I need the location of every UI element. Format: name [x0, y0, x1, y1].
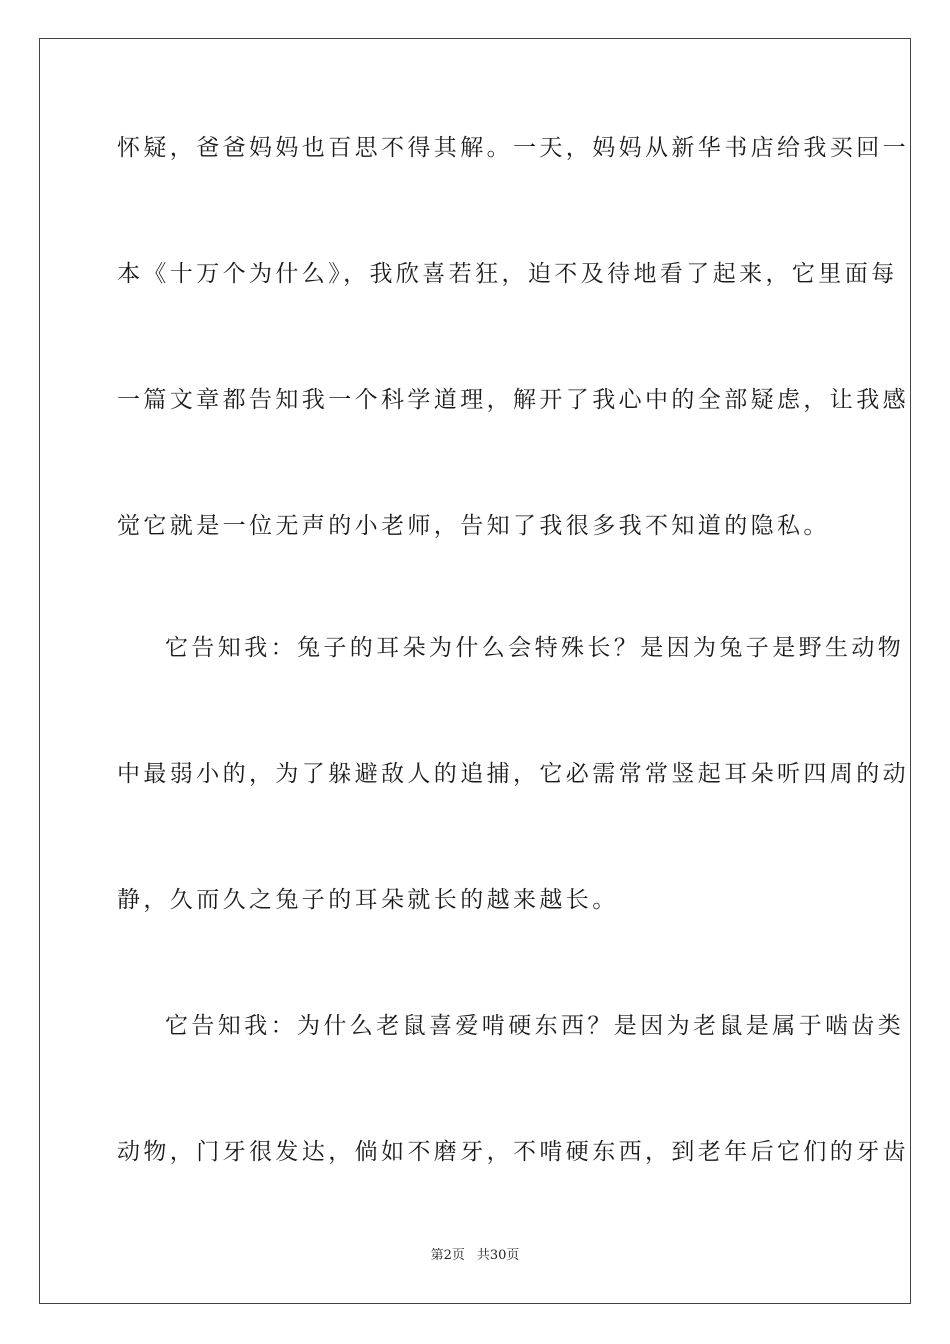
- page-footer: [0, 1247, 950, 1265]
- paragraph-line: 觉它就是一位无声的小老师，告知了我很多我不知道的隐私。: [117, 513, 830, 539]
- page-border: [39, 38, 911, 1304]
- paragraph-line: 静，久而久之兔子的耳朵就长的越来越长。: [117, 887, 619, 913]
- paragraph-first-line: 它告知我：兔子的耳朵为什么会特殊长？是因为兔子是野生动物: [165, 635, 905, 661]
- paragraph-line: 中最弱小的，为了躲避敌人的追捕，它必需常常竖起耳朵听四周的动: [117, 761, 909, 787]
- paragraph-line: 动物，门牙很发达，倘如不磨牙，不啃硬东西，到老年后它们的牙齿: [117, 1139, 909, 1165]
- paragraph-line: 怀疑，爸爸妈妈也百思不得其解。一天，妈妈从新华书店给我买回一: [117, 135, 909, 161]
- page-number: 第2页: [430, 1248, 465, 1263]
- paragraph-line: 一篇文章都告知我一个科学道理，解开了我心中的全部疑虑，让我感: [117, 387, 909, 413]
- page-total: 共30页: [476, 1248, 520, 1263]
- paragraph-first-line: 它告知我：为什么老鼠喜爱啃硬东西？是因为老鼠是属于啮齿类: [165, 1013, 905, 1039]
- paragraph-line: 本《十万个为什么》，我欣喜若狂，迫不及待地看了起来，它里面每: [117, 261, 898, 287]
